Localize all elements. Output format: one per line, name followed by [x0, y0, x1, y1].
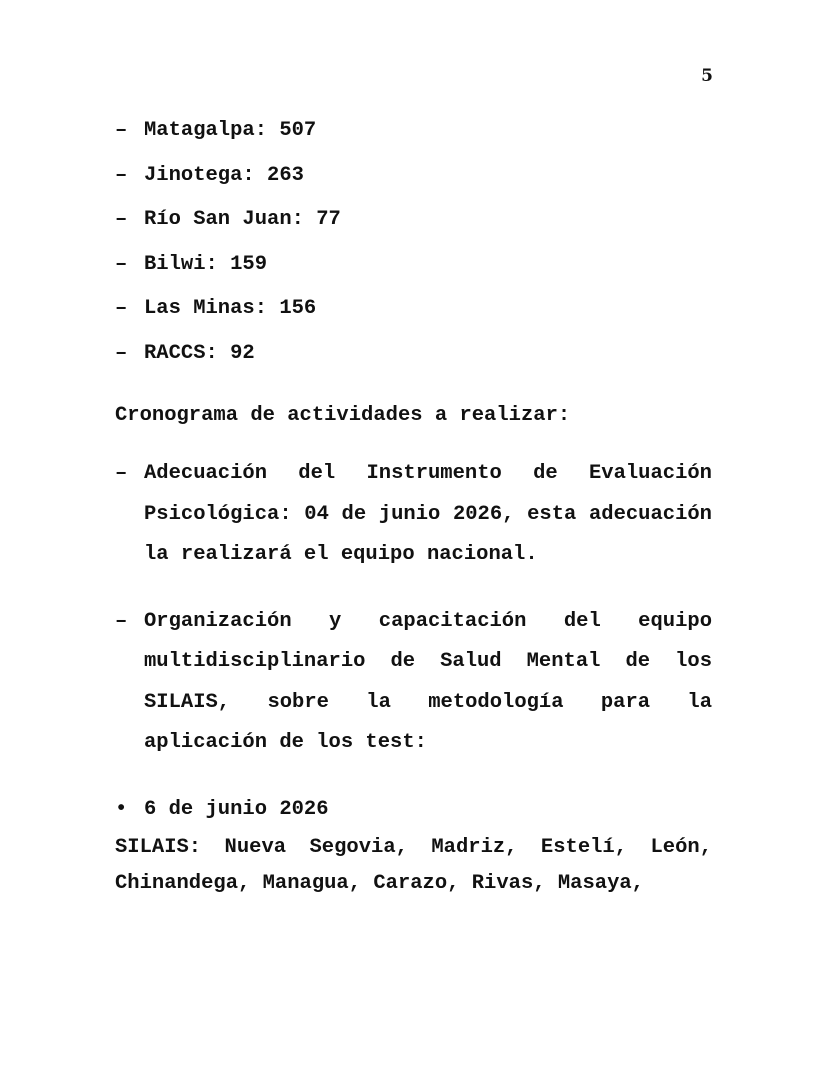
bullet-marker: • — [115, 797, 128, 821]
silais-count-list — [115, 115, 712, 382]
list-item — [115, 249, 712, 294]
dash-marker: – — [115, 252, 128, 276]
session-date-item — [115, 790, 712, 830]
schedule-heading: Cronograma de actividades a realizar: — [115, 404, 571, 427]
list-item — [115, 338, 712, 383]
dash-marker: – — [115, 341, 128, 365]
count-label: RACCS: 92 — [144, 341, 255, 365]
dash-marker: – — [115, 208, 128, 231]
session-date: 6 de junio 2026 — [144, 797, 329, 821]
list-item — [115, 115, 712, 160]
activity-text: Adecuación del Instrumento de Evaluación Psicológica: 04 de junio 2026, esta adecuación la realizará el equipo nacional. — [144, 462, 712, 566]
count-label: Bilwi: 159 — [144, 252, 268, 276]
list-item — [115, 204, 712, 249]
activity-item — [115, 602, 712, 764]
dash-marker: – — [115, 297, 128, 320]
page-number: 5 — [701, 66, 713, 86]
count-label: Las Minas: 156 — [144, 297, 317, 320]
list-item — [115, 160, 712, 205]
dash-marker: – — [115, 609, 128, 633]
count-label: Matagalpa: 507 — [144, 119, 317, 142]
activity-item — [115, 454, 712, 576]
dash-marker: – — [115, 119, 128, 142]
activity-text: Organización y capacitación del equipo multidisciplinario de Salud Mental de los SILAIS, sobre la metodología para la aplicación de los test: — [144, 609, 712, 754]
list-item — [115, 293, 712, 338]
dash-marker: – — [115, 462, 128, 485]
document-body — [115, 115, 712, 903]
dash-marker: – — [115, 163, 128, 187]
count-label: Jinotega: 263 — [144, 163, 304, 187]
count-label: Río San Juan: 77 — [144, 208, 341, 231]
session-silais-list: SILAIS: Nueva Segovia, Madriz, Estelí, León, Chinandega, Managua, Carazo, Rivas, Masaya, — [115, 835, 712, 895]
